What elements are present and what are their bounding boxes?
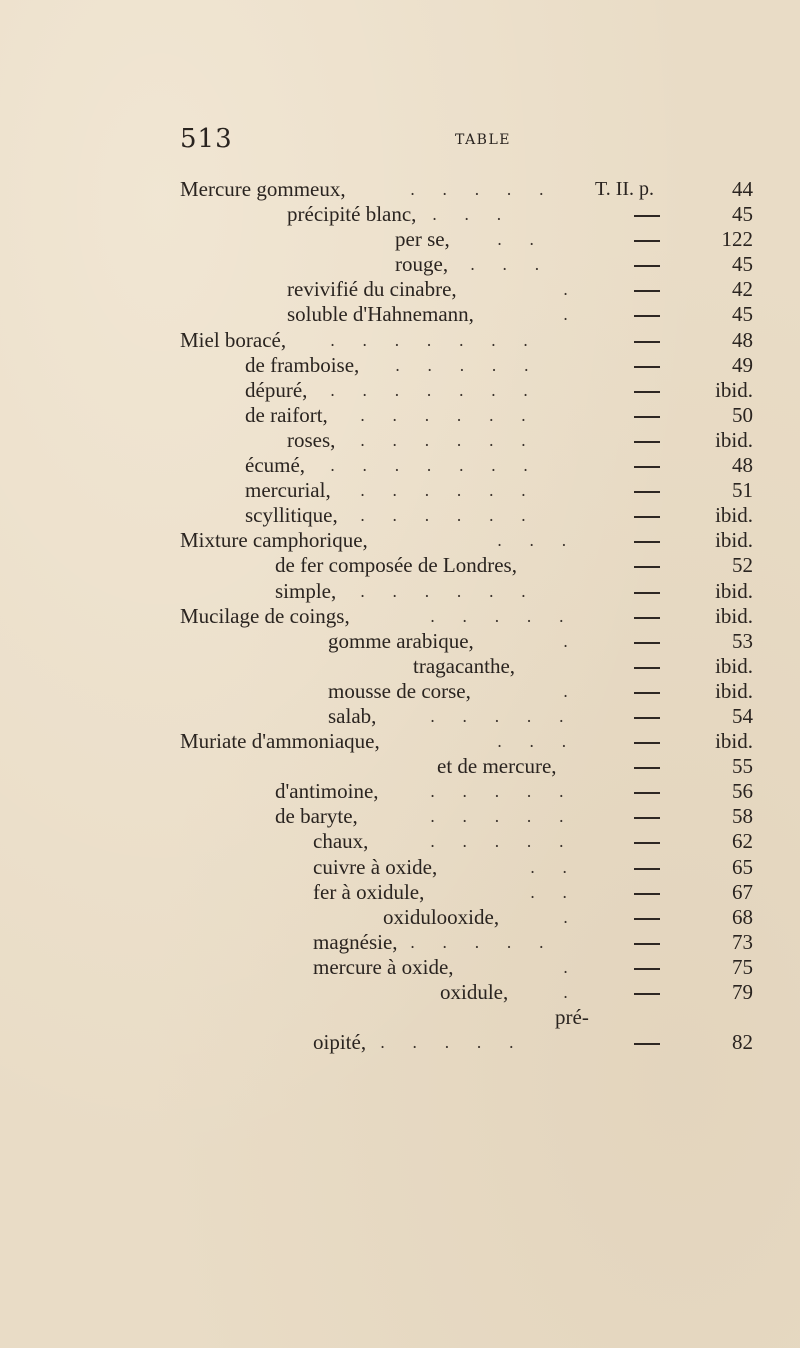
index-entry (0, 503, 800, 528)
leader-dots: . (563, 280, 580, 300)
index-entry (0, 804, 800, 829)
index-entry (0, 227, 800, 252)
page-reference: 55 (732, 754, 753, 779)
index-entry (0, 955, 800, 980)
ditto-dash (634, 541, 660, 543)
page-reference: 51 (732, 478, 753, 503)
entry-label: de raifort, (245, 402, 328, 427)
entry-label: oipité, (313, 1030, 367, 1055)
leader-dots: . . . . . (430, 782, 575, 802)
leader-dots: . . . . . . (360, 581, 537, 601)
entry-label: cuivre à oxide, (313, 854, 438, 879)
page-reference: 73 (732, 929, 753, 954)
page-reference: 122 (721, 227, 753, 252)
ditto-dash (634, 868, 660, 870)
entry-label: Muriate d'ammoniaque, (180, 729, 380, 754)
page-reference: 50 (732, 402, 753, 427)
entry-label: revivifié du cinabre, (287, 277, 457, 302)
index-entry (0, 252, 800, 277)
entry-label: précipité blanc, (287, 202, 417, 227)
leader-dots: . . . . . . . (330, 380, 540, 400)
leader-dots: . (563, 957, 580, 977)
tome-marker: T. II. p. (595, 178, 655, 200)
ditto-dash (634, 366, 660, 368)
index-entry (0, 729, 800, 754)
ditto-dash (634, 918, 660, 920)
page-reference: 42 (732, 277, 753, 302)
index-entry (0, 930, 800, 955)
index-entry (0, 905, 800, 930)
leader-dots: . . . . . (410, 180, 555, 199)
ditto-dash (634, 290, 660, 292)
leader-dots: . . (530, 882, 579, 902)
page-reference: ibid. (715, 528, 753, 553)
index-entry (0, 403, 800, 428)
page-reference: ibid. (715, 578, 753, 603)
entry-label: fer à oxidule, (313, 879, 425, 904)
leader-dots: . (563, 983, 580, 1002)
index-entry (0, 604, 800, 629)
leader-dots: . . . . . (410, 932, 555, 952)
leader-dots: . . . (497, 531, 578, 551)
leader-dots: . . . . . (430, 606, 575, 626)
page-reference: ibid. (715, 503, 753, 528)
leader-dots: . . . . . (380, 1033, 525, 1053)
index-entry (0, 754, 800, 779)
index-entry (0, 528, 800, 553)
entry-label: de fer composée de Londres, (275, 553, 517, 578)
index-entry (0, 654, 800, 679)
leader-dots: . . . . . . (360, 481, 537, 501)
entry-label: d'antimoine, (275, 779, 379, 804)
index-entry (0, 453, 800, 478)
ditto-dash (634, 341, 660, 343)
leader-dots: . . . . . . (360, 405, 537, 425)
page-reference: 45 (732, 252, 753, 277)
ditto-dash (634, 416, 660, 418)
page-reference: 65 (732, 854, 753, 879)
index-entry (0, 1030, 800, 1055)
page-reference: 44 (732, 177, 753, 201)
running-title: TABLE (455, 132, 511, 148)
page-reference: 48 (732, 327, 753, 352)
index-entry (0, 779, 800, 804)
leader-dots: . . (497, 230, 546, 250)
entry-label: mousse de corse, (328, 678, 471, 703)
entry-label: Mixture camphorique, (180, 528, 368, 553)
ditto-dash (634, 817, 660, 819)
leader-dots: . . . (470, 255, 551, 275)
leader-dots: . . . (432, 205, 513, 225)
ditto-dash (634, 566, 660, 568)
ditto-dash (634, 215, 660, 217)
index-entry (0, 378, 800, 403)
page-reference: ibid. (715, 603, 753, 628)
leader-dots: . . . . . (430, 807, 575, 827)
running-header (0, 124, 800, 154)
page-reference: 52 (732, 553, 753, 578)
entry-label: magnésie, (313, 929, 398, 954)
leader-dots: . . . . . . (360, 430, 537, 450)
index-entry (0, 177, 800, 202)
ditto-dash (634, 265, 660, 267)
ditto-dash (634, 240, 660, 242)
index-entry (0, 553, 800, 578)
leader-dots: . . . . . (395, 355, 540, 375)
entry-label: et de mercure, (437, 754, 557, 779)
leader-dots: . (563, 681, 580, 701)
index-entry (0, 579, 800, 604)
page-number: 513 (180, 124, 233, 154)
index-entry (0, 980, 800, 1005)
page-reference: 56 (732, 779, 753, 804)
entry-label: Mercure gommeux, (180, 177, 346, 201)
ditto-dash (634, 717, 660, 719)
entry-label: per se, (395, 227, 450, 252)
ditto-dash (634, 667, 660, 669)
entry-label: simple, (275, 578, 337, 603)
page-reference: 58 (732, 804, 753, 829)
index-entry (0, 829, 800, 854)
leader-dots: . (563, 907, 580, 927)
leader-dots: . . . . . . . (330, 456, 540, 476)
page-reference: 67 (732, 879, 753, 904)
ditto-dash (634, 491, 660, 493)
index-entry (0, 202, 800, 227)
ditto-dash (634, 767, 660, 769)
entry-label: soluble d'Hahnemann, (287, 302, 474, 327)
index-entry (0, 353, 800, 378)
leader-dots: . . . . . . . (330, 330, 540, 350)
entry-label: oxidule, (440, 980, 509, 1004)
index-entry (0, 478, 800, 503)
ditto-dash (634, 1043, 660, 1045)
page-reference: ibid. (715, 377, 753, 402)
page-reference: 62 (732, 829, 753, 854)
page-reference: ibid. (715, 653, 753, 678)
entry-label: oxidulooxide, (383, 904, 500, 929)
entry-label: de framboise, (245, 352, 360, 377)
page-reference: 45 (732, 302, 753, 327)
index-entries (0, 177, 800, 1055)
ditto-dash (634, 642, 660, 644)
leader-dots: . . . . . (430, 706, 575, 726)
entry-label: rouge, (395, 252, 449, 277)
index-entry (0, 880, 800, 905)
entry-label: écumé, (245, 453, 306, 478)
leader-dots: . (563, 305, 580, 325)
ditto-dash (634, 742, 660, 744)
index-entry (0, 704, 800, 729)
page-reference: 68 (732, 904, 753, 929)
ditto-dash (634, 617, 660, 619)
leader-dots: . . . . . . (360, 506, 537, 526)
index-entry (0, 428, 800, 453)
index-entry (0, 1005, 800, 1030)
entry-label: Miel boracé, (180, 327, 287, 352)
page-reference: 79 (732, 980, 753, 1004)
page-reference: ibid. (715, 729, 753, 754)
entry-label: pré- (555, 1005, 589, 1030)
entry-label: mercure à oxide, (313, 954, 454, 979)
page-reference: ibid. (715, 678, 753, 703)
page-reference: 75 (732, 954, 753, 979)
page-reference: 49 (732, 352, 753, 377)
index-entry (0, 679, 800, 704)
ditto-dash (634, 842, 660, 844)
ditto-dash (634, 893, 660, 895)
leader-dots: . (563, 631, 580, 651)
page-reference: 54 (732, 703, 753, 728)
ditto-dash (634, 391, 660, 393)
index-entry (0, 629, 800, 654)
entry-label: de baryte, (275, 804, 358, 829)
page-reference: 53 (732, 628, 753, 653)
entry-label: tragacanthe, (413, 653, 516, 678)
leader-dots: . . . (497, 732, 578, 752)
index-entry (0, 328, 800, 353)
entry-label: roses, (287, 427, 336, 452)
ditto-dash (634, 315, 660, 317)
entry-label: gomme arabique, (328, 628, 474, 653)
ditto-dash (634, 943, 660, 945)
index-entry (0, 302, 800, 327)
page-reference: 48 (732, 453, 753, 478)
entry-label: Mucilage de coings, (180, 603, 350, 628)
ditto-dash (634, 441, 660, 443)
ditto-dash (634, 592, 660, 594)
entry-label: dépuré, (245, 377, 308, 402)
ditto-dash (634, 692, 660, 694)
page-reference: 45 (732, 202, 753, 227)
page-reference: ibid. (715, 427, 753, 452)
ditto-dash (634, 466, 660, 468)
ditto-dash (634, 968, 660, 970)
leader-dots: . . (530, 857, 579, 877)
ditto-dash (634, 993, 660, 995)
ditto-dash (634, 792, 660, 794)
entry-label: salab, (328, 703, 377, 728)
entry-label: mercurial, (245, 478, 331, 503)
index-entry (0, 855, 800, 880)
leader-dots: . . . . . (430, 832, 575, 852)
index-entry (0, 277, 800, 302)
entry-label: chaux, (313, 829, 369, 854)
ditto-dash (634, 516, 660, 518)
page-reference: 82 (732, 1030, 753, 1055)
entry-label: scyllitique, (245, 503, 338, 528)
